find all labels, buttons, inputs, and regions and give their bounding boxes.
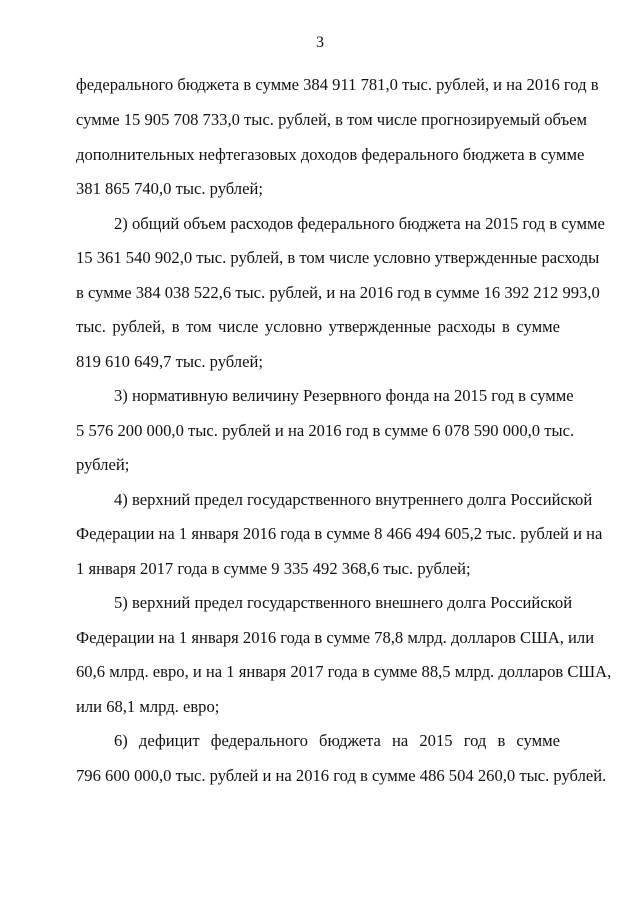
text-line: дополнительных нефтегазовых доходов федерального бюджета в сумме: [76, 145, 585, 164]
paragraph-start-line: 5) верхний предел государственного внешнего долга Российской: [114, 593, 573, 612]
text-line: 60,6 млрд. евро, и на 1 января 2017 года в сумме 88,5 млрд. долларов США,: [76, 662, 612, 681]
text-line: Федерации на 1 января 2016 года в сумме 78,8 млрд. долларов США, или: [76, 628, 595, 647]
text-line: 5 576 200 000,0 тыс. рублей и на 2016 год в сумме 6 078 590 000,0 тыс.: [76, 421, 575, 440]
paragraph-start-line: 3) нормативную величину Резервного фонда на 2015 год в сумме: [114, 386, 574, 405]
text-line: 1 января 2017 года в сумме 9 335 492 368,6 тыс. рублей;: [76, 559, 471, 578]
paragraph-start-line: 6) дефицит федерального бюджета на 2015 год в сумме: [114, 731, 560, 750]
text-line: тыс. рублей, в том числе условно утвержденные расходы в сумме: [76, 317, 560, 336]
text-line: 15 361 540 902,0 тыс. рублей, в том числе условно утвержденные расходы: [76, 248, 600, 267]
text-line: или 68,1 млрд. евро;: [76, 697, 220, 716]
paragraph-start-line: 2) общий объем расходов федерального бюджета на 2015 год в сумме: [114, 214, 605, 233]
text-line: Федерации на 1 января 2016 года в сумме 8 466 494 605,2 тыс. рублей и на: [76, 524, 603, 543]
text-line: рублей;: [76, 455, 130, 474]
text-line: 381 865 740,0 тыс. рублей;: [76, 179, 263, 198]
text-line: 796 600 000,0 тыс. рублей и на 2016 год в сумме 486 504 260,0 тыс. рублей.: [76, 766, 607, 785]
paragraph-start-line: 4) верхний предел государственного внутреннего долга Российской: [114, 490, 593, 509]
text-line: 819 610 649,7 тыс. рублей;: [76, 352, 263, 371]
text-line: сумме 15 905 708 733,0 тыс. рублей, в том числе прогнозируемый объем: [76, 110, 588, 129]
text-line: федерального бюджета в сумме 384 911 781,0 тыс. рублей, и на 2016 год в: [76, 75, 599, 94]
page-number: 3: [316, 34, 324, 51]
text-line: в сумме 384 038 522,6 тыс. рублей, и на 2016 год в сумме 16 392 212 993,0: [76, 283, 600, 302]
